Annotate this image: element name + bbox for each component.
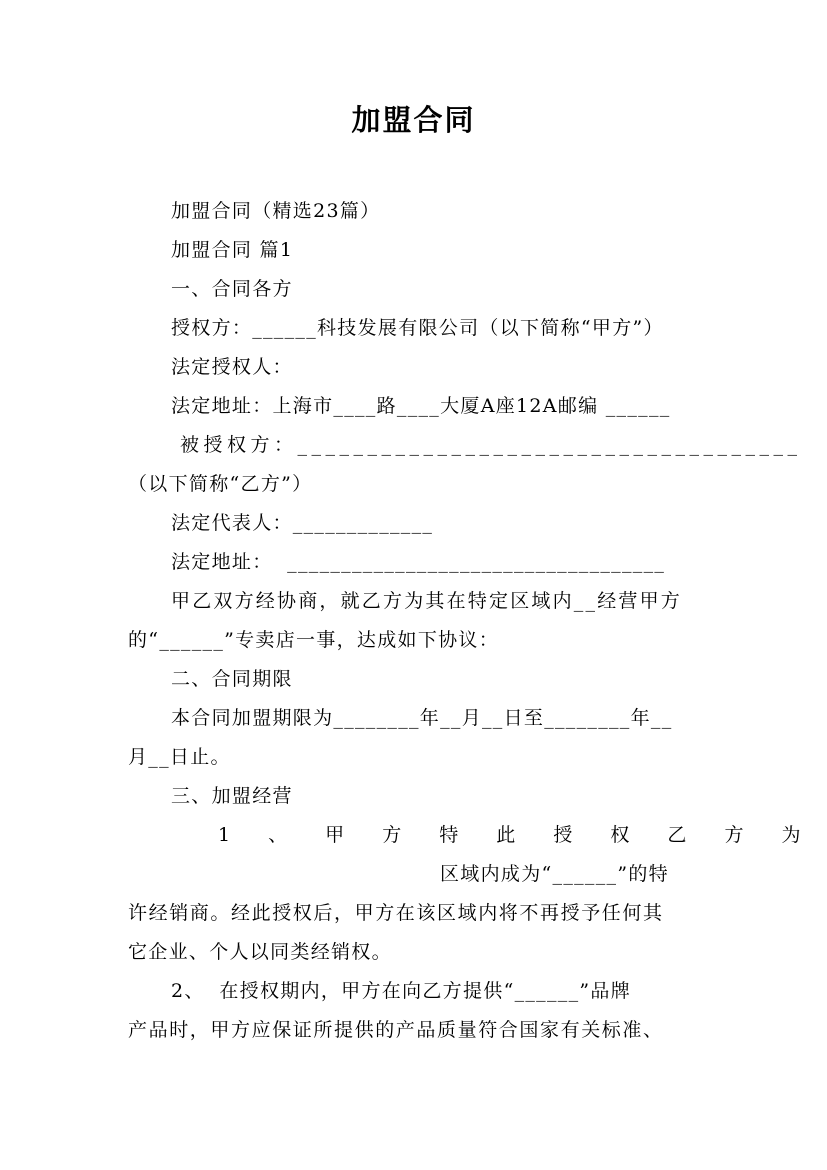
doc-chapter-heading: 加盟合同 篇1 [171,239,294,261]
grantee-abbrev-line: （以下简称“乙方”） [128,473,313,495]
legal-rep-line: 法定代表人：_____________ [171,512,434,534]
clause-1-line-3: 许经销商。经此授权后，甲方在该区域内将不再授予任何其 [128,902,664,924]
section-heading-operation: 三、加盟经营 [171,785,293,807]
agreement-intro-line-1: 甲乙双方经协商，就乙方为其在特定区域内__经营甲方 [171,590,683,612]
clause-2-line-1: 2、 在授权期内，甲方在向乙方提供“______”品牌 [171,980,631,1002]
document-title: 加盟合同 [351,103,476,137]
section-heading-parties: 一、合同各方 [171,278,293,300]
clause-2-line-2: 产品时，甲方应保证所提供的产品质量符合国家有关标准、 [128,1019,664,1041]
grantee-line: 被授权方：____________________________________ [180,434,802,456]
doc-subtitle: 加盟合同（精选23篇） [171,200,381,222]
grantee-address-line: 法定地址： ___________________________________ [171,551,666,573]
clause-1-line-4: 它企业、个人以同类经销权。 [128,941,392,963]
legal-authorizer-line: 法定授权人： [171,356,293,378]
clause-1-line-1: 1 、 甲 方 特 此 授 权 乙 方 为 [218,824,817,846]
clause-1-line-2: 区域内成为“______”的特 [440,863,669,885]
section-heading-term: 二、合同期限 [171,668,293,690]
term-line-2: 月__日止。 [128,746,231,768]
agreement-intro-line-2: 的“______”专卖店一事，达成如下协议： [128,629,500,651]
grantor-line: 授权方：______科技发展有限公司（以下简称“甲方”） [171,317,664,339]
grantor-address-line: 法定地址：上海市____路____大厦A座12A邮编 ______ [171,395,671,417]
term-line-1: 本合同加盟期限为________年__月__日至________年__ [171,707,673,729]
